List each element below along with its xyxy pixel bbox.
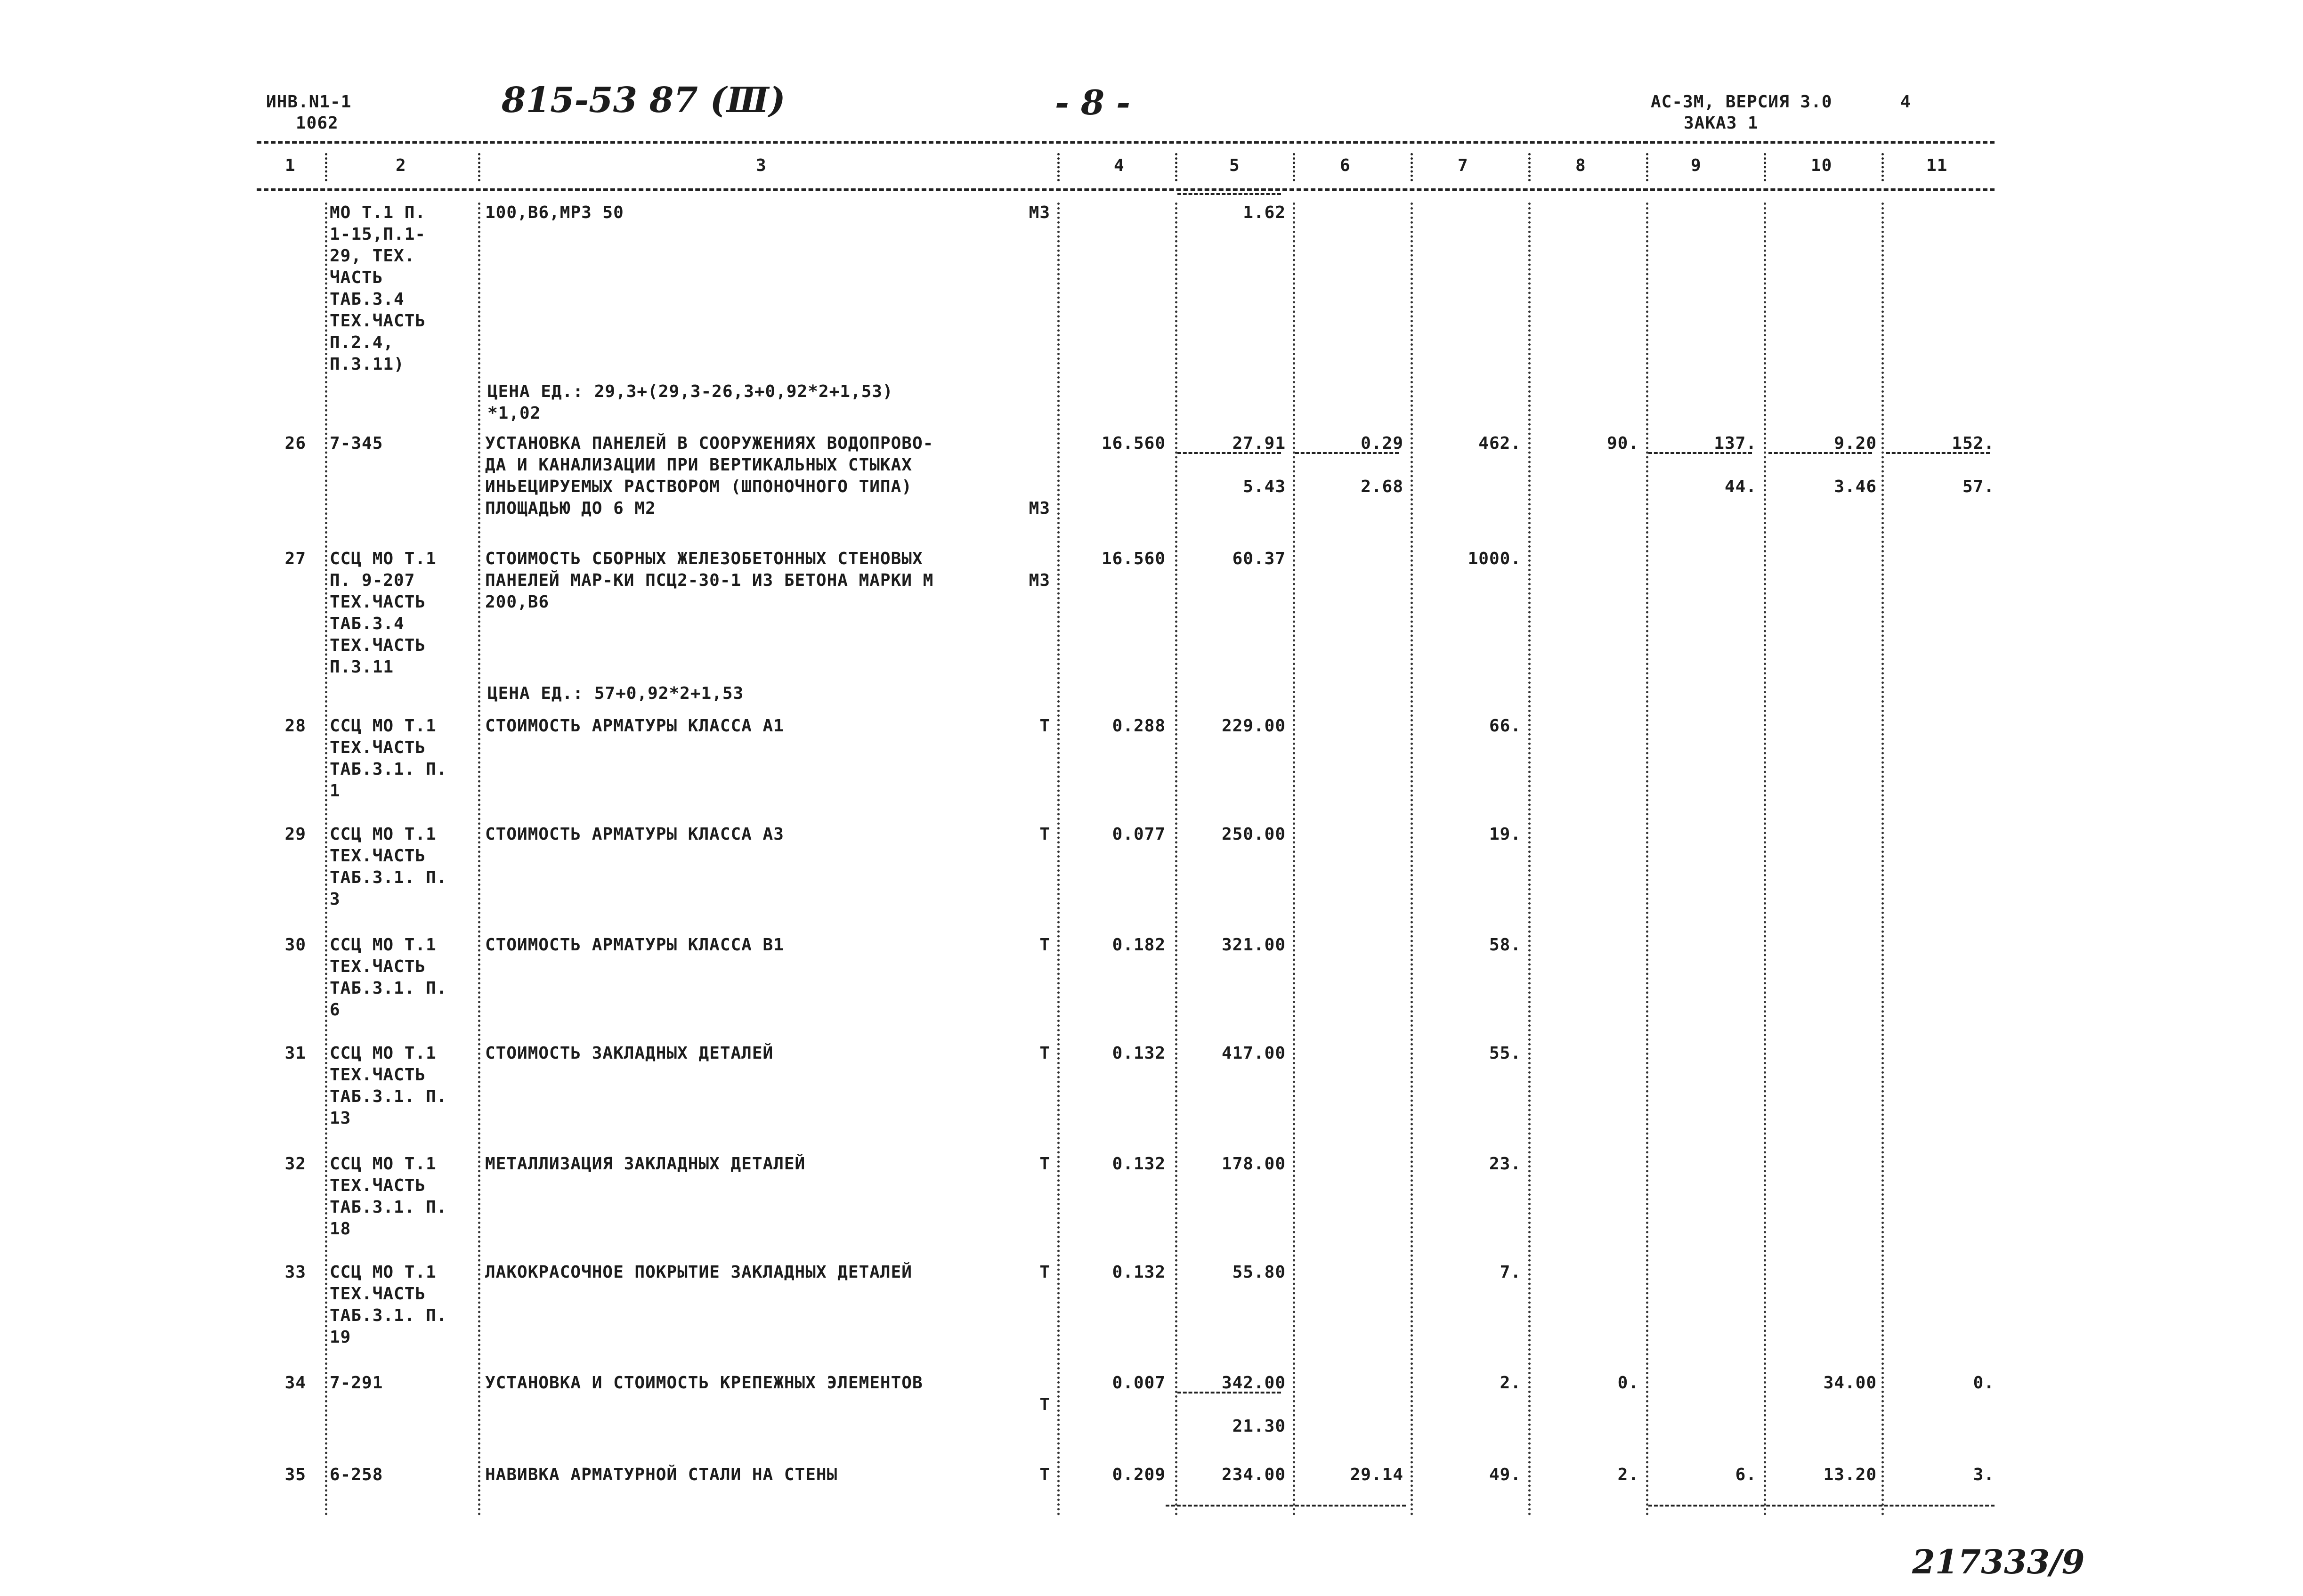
row-description-line: СТОИМОСТЬ АРМАТУРЫ КЛАССА А3: [485, 825, 784, 844]
row-unit: М3: [1029, 499, 1050, 518]
row-value-v6b: 2.68: [1361, 477, 1403, 496]
column-separator: [1411, 203, 1413, 1516]
subtotal-rule: [1177, 452, 1281, 454]
column-header-4: 4: [1114, 156, 1125, 175]
header-rule-bottom: [257, 188, 1995, 191]
unit-price-formula: ЦЕНА ЕД.: 29,3+(29,3-26,3+0,92*2+1,53): [487, 382, 893, 401]
row-value-v4: 0.132: [1112, 1044, 1166, 1063]
row-value-v4: 0.209: [1112, 1465, 1166, 1484]
row-description-line: 200,В6: [485, 592, 550, 612]
row-description-line: ИНЬЕЦИРУЕМЫХ РАСТВОРОМ (ШПОНОЧНОГО ТИПА): [485, 477, 912, 496]
row-value-v10: 34.00: [1823, 1373, 1877, 1393]
header-separator: [1646, 153, 1648, 181]
header-separator: [1528, 153, 1531, 181]
row-code-line: ТЕХ.ЧАСТЬ: [330, 1065, 426, 1085]
row-unit: М3: [1029, 203, 1050, 222]
row-value-v4: 0.132: [1112, 1263, 1166, 1282]
row-number: 31: [284, 1044, 306, 1063]
page-number: - 8 -: [1055, 82, 1130, 122]
row-value-v10: 13.20: [1823, 1465, 1877, 1484]
row-number: 27: [284, 549, 306, 568]
row-code-line: ТАБ.3.1. П.: [330, 868, 447, 887]
row-value-v5: 321.00: [1221, 935, 1286, 955]
row-code-line: 1: [330, 781, 341, 801]
row-code-line: 6-258: [330, 1465, 383, 1484]
row-description-line: 100,В6,МРЗ 50: [485, 203, 624, 222]
row-value-v5b: 21.30: [1232, 1417, 1286, 1436]
row-code-line: ТЕХ.ЧАСТЬ: [330, 846, 426, 866]
subtotal-rule: [1648, 452, 1752, 454]
row-value-v5: 417.00: [1221, 1044, 1286, 1063]
header-separator: [325, 153, 327, 181]
header-separator: [1175, 153, 1177, 181]
row-code-line: ТАБ.3.1. П.: [330, 1198, 447, 1217]
row-code-line: П.3.11: [330, 657, 394, 677]
column-separator: [1764, 203, 1766, 1516]
row-description-line: НАВИВКА АРМАТУРНОЙ СТАЛИ НА СТЕНЫ: [485, 1465, 838, 1484]
row-value-v5: 60.37: [1232, 549, 1286, 568]
row-code-line: П.3.11): [330, 355, 405, 374]
row-description-line: МЕТАЛЛИЗАЦИЯ ЗАКЛАДНЫХ ДЕТАЛЕЙ: [485, 1154, 806, 1174]
row-value-v4: 16.560: [1101, 549, 1166, 568]
row-number: 32: [284, 1154, 306, 1174]
row-unit: Т: [1039, 716, 1050, 736]
row-value-v9: 6.: [1735, 1465, 1757, 1484]
row-number: 35: [284, 1465, 306, 1484]
subtotal-rule: [1177, 1392, 1281, 1393]
row-code-line: 13: [330, 1109, 351, 1128]
row-code-line: ТЕХ.ЧАСТЬ: [330, 1284, 426, 1304]
row-value-v5b: 1.62: [1243, 203, 1286, 222]
row-code-line: ТЕХ.ЧАСТЬ: [330, 738, 426, 757]
row-code-line: ТАБ.3.1. П.: [330, 979, 447, 998]
row-code-line: 18: [330, 1219, 351, 1239]
unit-price-formula: ЦЕНА ЕД.: 57+0,92*2+1,53: [487, 684, 744, 703]
handwritten-stamp: 217333/9: [1912, 1542, 2085, 1581]
subtotal-rule: [1177, 193, 1281, 195]
row-description-line: СТОИМОСТЬ АРМАТУРЫ КЛАССА А1: [485, 716, 784, 736]
header-separator: [1057, 153, 1060, 181]
row-code-line: 3: [330, 890, 341, 909]
row-value-v7: 19.: [1489, 825, 1521, 844]
column-separator: [325, 203, 327, 1516]
order-label: ЗАКАЗ 1: [1684, 113, 1759, 133]
row-code-line: ТАБ.3.1. П.: [330, 760, 447, 779]
header-separator: [1411, 153, 1413, 181]
row-code-line: ССЦ МО Т.1: [330, 1263, 437, 1282]
column-separator: [1881, 203, 1884, 1516]
row-unit: М3: [1029, 571, 1050, 590]
row-value-v8: 90.: [1606, 434, 1639, 453]
row-value-v11b: 57.: [1962, 477, 1995, 496]
row-value-v7: 55.: [1489, 1044, 1521, 1063]
row-description-line: ПЛОЩАДЬЮ ДО 6 М2: [485, 499, 656, 518]
row-code-line: МО Т.1 П.: [330, 203, 426, 222]
column-header-5: 5: [1229, 156, 1240, 175]
row-code-line: ССЦ МО Т.1: [330, 1154, 437, 1174]
column-separator: [478, 203, 480, 1516]
row-code-line: ТАБ.3.4: [330, 290, 405, 309]
row-code-line: ТЕХ.ЧАСТЬ: [330, 311, 426, 331]
row-number: 33: [284, 1263, 306, 1282]
inventory-number: 1062: [296, 113, 339, 133]
column-header-11: 11: [1926, 156, 1948, 175]
column-separator: [1646, 203, 1648, 1516]
row-code-line: ССЦ МО Т.1: [330, 1044, 437, 1063]
program-version: АС-ЗМ, ВЕРСИЯ 3.0: [1651, 92, 1833, 112]
row-value-v5: 229.00: [1221, 716, 1286, 736]
row-description-line: ДА И КАНАЛИЗАЦИИ ПРИ ВЕРТИКАЛЬНЫХ СТЫКАХ: [485, 455, 912, 475]
column-header-3: 3: [756, 156, 767, 175]
row-value-v9: 137.: [1714, 434, 1757, 453]
row-code-line: 6: [330, 1000, 341, 1020]
row-code-line: П. 9-207: [330, 571, 415, 590]
row-value-v9b: 44.: [1724, 477, 1757, 496]
row-description-line: УСТАНОВКА ПАНЕЛЕЙ В СООРУЖЕНИЯХ ВОДОПРОВО-: [485, 434, 934, 453]
row-code-line: ЧАСТЬ: [330, 268, 383, 287]
row-unit: Т: [1039, 1154, 1050, 1174]
subtotal-rule: [1768, 452, 1872, 454]
column-header-8: 8: [1575, 156, 1586, 175]
row-code-line: ТЕХ.ЧАСТЬ: [330, 592, 426, 612]
row-description-line: СТОИМОСТЬ ЗАКЛАДНЫХ ДЕТАЛЕЙ: [485, 1044, 774, 1063]
row-value-v7: 49.: [1489, 1465, 1521, 1484]
subtotal-rule: [1886, 452, 1990, 454]
row-value-v5b: 5.43: [1243, 477, 1286, 496]
column-header-6: 6: [1340, 156, 1351, 175]
row-unit: Т: [1039, 1395, 1050, 1414]
row-value-v7: 7.: [1500, 1263, 1521, 1282]
row-value-v11: 152.: [1952, 434, 1995, 453]
row-description-line: ПАНЕЛЕЙ МАР-КИ ПСЦ2-30-1 ИЗ БЕТОНА МАРКИ М: [485, 571, 934, 590]
row-value-v5: 342.00: [1221, 1373, 1286, 1393]
row-value-v6: 29.14: [1350, 1465, 1403, 1484]
row-unit: Т: [1039, 1044, 1050, 1063]
row-value-v4: 0.132: [1112, 1154, 1166, 1174]
row-number: 29: [284, 825, 306, 844]
row-value-v4: 0.182: [1112, 935, 1166, 955]
row-value-v5: 27.91: [1232, 434, 1286, 453]
version-sheet: 4: [1900, 92, 1911, 112]
header-rule-top: [257, 141, 1995, 144]
row-value-v5: 55.80: [1232, 1263, 1286, 1282]
row-code-line: ТЕХ.ЧАСТЬ: [330, 1176, 426, 1195]
row-value-v5: 178.00: [1221, 1154, 1286, 1174]
row-value-v4: 0.288: [1112, 716, 1166, 736]
row-value-v5: 250.00: [1221, 825, 1286, 844]
unit-price-formula: *1,02: [487, 404, 541, 423]
inventory-label: ИНВ.N1-1: [266, 92, 352, 112]
row-code-line: 29, ТЕХ.: [330, 246, 415, 266]
row-value-v5: 234.00: [1221, 1465, 1286, 1484]
row-value-v4: 16.560: [1101, 434, 1166, 453]
row-code-line: 19: [330, 1328, 351, 1347]
subtotal-rule: [1295, 452, 1399, 454]
row-value-v4: 0.007: [1112, 1373, 1166, 1393]
row-code-line: ТАБ.3.1. П.: [330, 1306, 447, 1325]
row-number: 34: [284, 1373, 306, 1393]
bottom-rule-left: [1166, 1505, 1406, 1507]
row-code-line: ССЦ МО Т.1: [330, 549, 437, 568]
row-code-line: ТЕХ.ЧАСТЬ: [330, 636, 426, 655]
row-value-v10b: 3.46: [1834, 477, 1877, 496]
row-value-v10: 9.20: [1834, 434, 1877, 453]
column-separator: [1293, 203, 1295, 1516]
bottom-rule-right: [1648, 1505, 1995, 1507]
column-header-2: 2: [396, 156, 406, 175]
row-description-line: СТОИМОСТЬ СБОРНЫХ ЖЕЛЕЗОБЕТОННЫХ СТЕНОВЫХ: [485, 549, 923, 568]
row-number: 30: [284, 935, 306, 955]
row-value-v7: 58.: [1489, 935, 1521, 955]
row-number: 28: [284, 716, 306, 736]
row-value-v6: 0.29: [1361, 434, 1403, 453]
row-value-v7: 23.: [1489, 1154, 1521, 1174]
row-value-v7: 2.: [1500, 1373, 1521, 1393]
header-separator: [478, 153, 480, 181]
row-code-line: ТЕХ.ЧАСТЬ: [330, 957, 426, 976]
row-value-v7: 1000.: [1468, 549, 1521, 568]
row-code-line: 1-15,П.1-: [330, 225, 426, 244]
handwritten-project-code: 815-53 87 (Ⅲ): [502, 80, 786, 121]
header-separator: [1764, 153, 1766, 181]
row-value-v7: 462.: [1478, 434, 1521, 453]
row-value-v8: 2.: [1617, 1465, 1639, 1484]
row-description-line: ЛАКОКРАСОЧНОЕ ПОКРЫТИЕ ЗАКЛАДНЫХ ДЕТАЛЕЙ: [485, 1263, 912, 1282]
row-unit: Т: [1039, 1465, 1050, 1484]
row-unit: Т: [1039, 935, 1050, 955]
row-value-v11: 0.: [1973, 1373, 1995, 1393]
row-code-line: ТАБ.3.1. П.: [330, 1087, 447, 1106]
row-code-line: ТАБ.3.4: [330, 614, 405, 633]
row-unit: Т: [1039, 825, 1050, 844]
row-value-v8: 0.: [1617, 1373, 1639, 1393]
row-value-v7: 66.: [1489, 716, 1521, 736]
row-code-line: ССЦ МО Т.1: [330, 825, 437, 844]
column-separator: [1528, 203, 1531, 1516]
column-separator: [1057, 203, 1060, 1516]
header-separator: [1293, 153, 1295, 181]
row-code-line: П.2.4,: [330, 333, 394, 352]
row-value-v11: 3.: [1973, 1465, 1995, 1484]
header-separator: [1881, 153, 1884, 181]
row-code-line: 7-291: [330, 1373, 383, 1393]
row-code-line: ССЦ МО Т.1: [330, 716, 437, 736]
column-header-10: 10: [1811, 156, 1833, 175]
row-code-line: ССЦ МО Т.1: [330, 935, 437, 955]
row-code-line: 7-345: [330, 434, 383, 453]
row-unit: Т: [1039, 1263, 1050, 1282]
column-separator: [1175, 203, 1177, 1516]
row-number: 26: [284, 434, 306, 453]
row-description-line: СТОИМОСТЬ АРМАТУРЫ КЛАССА В1: [485, 935, 784, 955]
column-header-9: 9: [1691, 156, 1702, 175]
column-header-7: 7: [1458, 156, 1468, 175]
row-description-line: УСТАНОВКА И СТОИМОСТЬ КРЕПЕЖНЫХ ЭЛЕМЕНТОВ: [485, 1373, 923, 1393]
column-header-1: 1: [285, 156, 296, 175]
row-value-v4: 0.077: [1112, 825, 1166, 844]
